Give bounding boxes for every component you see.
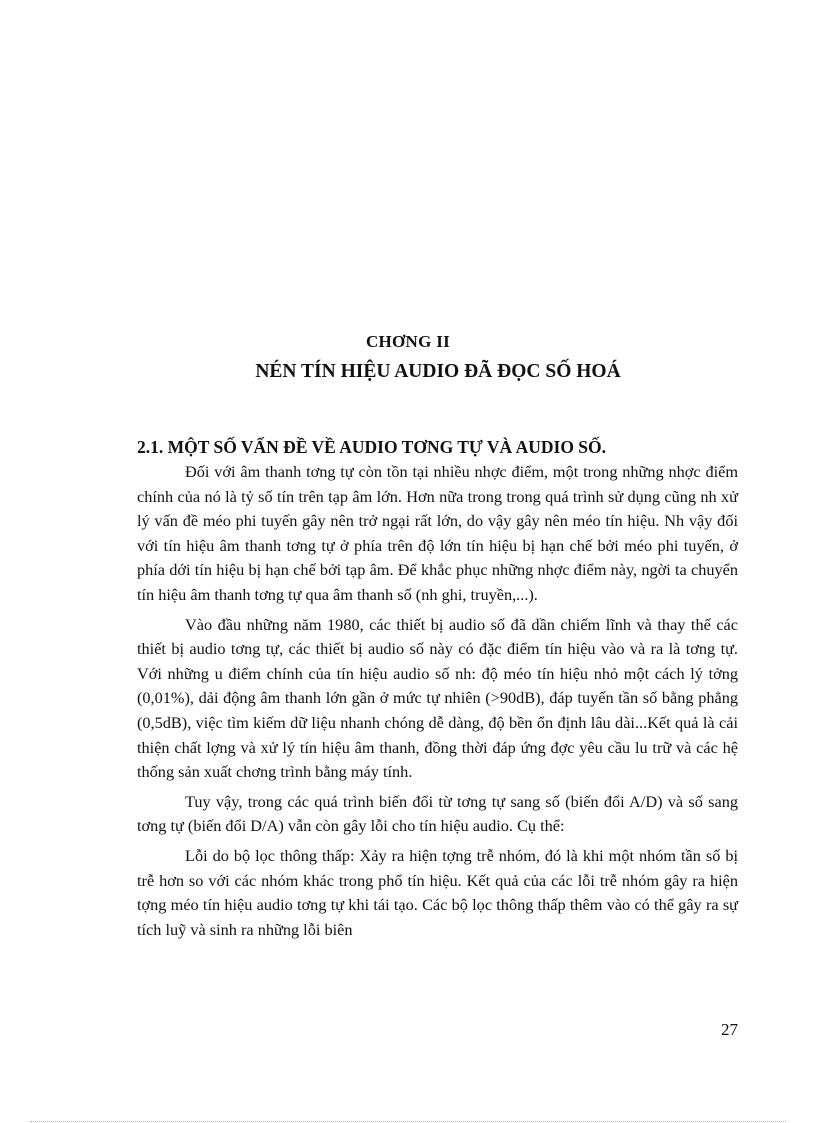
page-number: 27	[721, 1020, 738, 1039]
paragraph: Lỗi do bộ lọc thông thấp: Xảy ra hiện tợng trễ nhóm, đó là khi một nhóm tần số bị trễ hơn so với các nhóm khác trong phổ tín hiệu. Kết quả của các lỗi trễ nhóm gây ra hiện tợng méo tín hiệu audio tơng tự khi tái tạo. Các bộ lọc thông thấp thêm vào có thể gây ra sự tích luỹ và sinh ra những lỗi biên	[137, 845, 738, 939]
chapter-label: CHƠNG II	[365, 332, 451, 351]
paragraph: Tuy vậy, trong các quá trình biến đổi từ tơng tự sang số (biến đổi A/D) và số sang tơng tự (biến đổi D/A) vẫn còn gây lỗi cho tín hiệu audio. Cụ thể:	[137, 791, 738, 836]
page-bottom-divider	[30, 1121, 786, 1122]
body-text	[137, 460, 738, 947]
paragraph: Vào đầu những năm 1980, các thiết bị audio số đã dần chiếm lĩnh và thay thế các thiết bị audio tơng tự, các thiết bị audio số này có đặc điểm tín hiệu vào và ra là tơng tự. Với những u điểm chính của tín hiệu audio số nh: độ méo tín hiệu nhỏ một cách lý tởng (0,01%), dải động âm thanh lớn gần ở mức tự nhiên (>90dB), đáp tuyến tần số bằng phẳng (0,5dB), việc tìm kiếm dữ liệu nhanh chóng dễ dàng, độ bền ổn định lâu dài...Kết quả là cải thiện chất lợng và xử lý tín hiệu âm thanh, đồng thời đáp ứng đợc yêu cầu lu trữ và các hệ thống sản xuất chơng trình bằng máy tính.	[137, 614, 738, 782]
paragraph: Đối với âm thanh tơng tự còn tồn tại nhiều nhợc điểm, một trong những nhợc điểm chính của nó là tỷ số tín trên tạp âm lớn. Hơn nữa trong trong quá trình sử dụng cũng nh xử lý vấn đề méo phi tuyến gây nên trở ngại rất lớn, do vậy gây nên méo tín hiệu. Nh vậy đối với tín hiệu âm thanh tơng tự ở phía trên độ lớn tín hiệu bị hạn chế bởi méo phi tuyến, ở phía dới tín hiệu bị hạn chế bởi tạp âm. Để khắc phục những nhợc điểm này, ngời ta chuyển tín hiệu âm thanh tơng tự qua âm thanh số (nh ghi, truyền,...).	[137, 462, 738, 604]
section-heading: 2.1. MỘT SỐ VẤN ĐỀ VỀ AUDIO TƠNG TỰ VÀ AUDIO SỐ.	[137, 437, 607, 457]
chapter-title: NÉN TÍN HIỆU AUDIO ĐÃ ĐỌC SỐ HOÁ	[255, 361, 621, 382]
